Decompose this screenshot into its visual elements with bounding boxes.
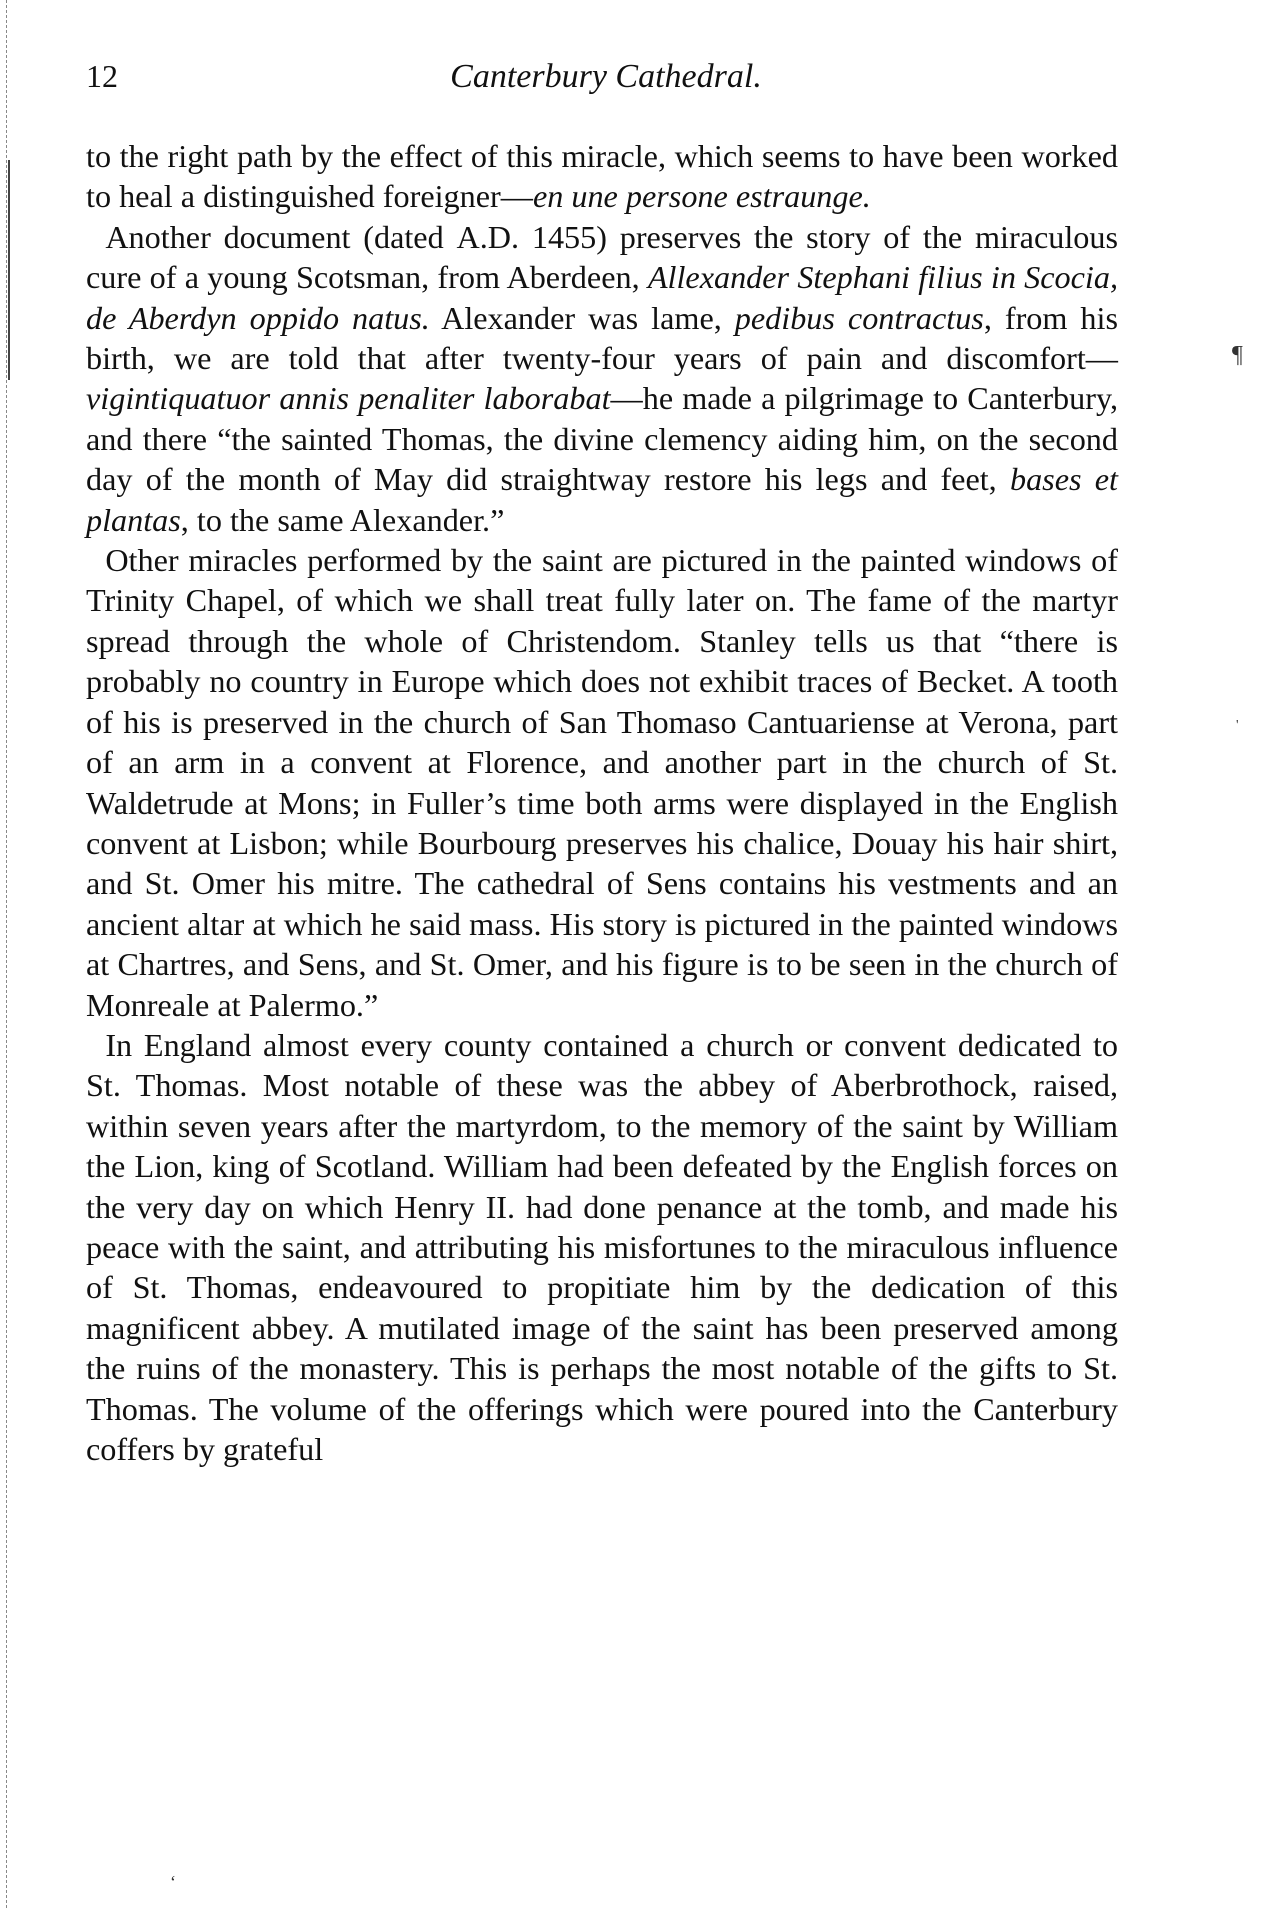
page-edge-scan-line [6,0,7,1908]
italic-text-run: Allexander Stephani filius in Scocia, de Aberdyn oppido natus. [86,259,1119,336]
text-run: Another document (dated [105,218,457,255]
text-run: In England almost every county contained a church or convent dedicated to St. Thomas. Most notable of these was the abbey of Aberbrothock, raised, within seven years after the martyrdom, to the memory of the saint by William the Lion, king of Scotland. William had been defeated by the English forces on the very day on which Henry II. had done penance at the tomb, and made his peace with the saint, and attributing his misfortunes to the miraculous influence of St. Thomas, endeavoured to propitiate him by the dedication of this magnificent abbey. A mutilated image of the saint has been preserved among the ruins of the monastery. This is perhaps the most notable of the gifts to St. Thomas. The volume of the offerings which were poured into the Canterbury coffers by grateful [86,1026,1118,1467]
paragraph-3 [86,540,1118,1025]
small-caps-text-run: A.D. [456,218,520,255]
italic-text-run: pedibus contractus [734,299,984,336]
text-run: , to the same Alexander.” [180,501,505,538]
margin-mark: ' [1236,718,1239,733]
page-edge-shadow [8,160,10,380]
text-run: —he made a pilgrimage to Canterbury, and there “the sainted Thomas, the divine clemency aiding him, on the second day of the month of May did straightway restore his legs and feet, [86,380,1118,498]
page-body [86,136,1118,1469]
italic-text-run: bases et plantas [86,461,1118,538]
margin-mark: ‘ [170,1872,176,1892]
text-run: Other miracles performed by the saint are pictured in the painted windows of Trinity Chapel, of which we shall treat fully later on. The fame of the martyr spread through the whole of Christendom. Stanley tells us that “there is probably no country in Europe which does not exhibit traces of Becket. A tooth of his is preserved in the church of San Thomaso Cantuariense at Verona, part of an arm in a convent at Florence, and another part in the church of St. Waldetrude at Mons; in Fuller’s time both arms were displayed in the English convent at Lisbon; while Bourbourg preserves his chalice, Douay his hair shirt, and St. Omer his mitre. The cathedral of Sens contains his vestments and an ancient altar at which he said mass. His story is pictured in the painted windows at Chartres, and Sens, and St. Omer, and his figure is to be seen in the church of Monreale at Palermo.” [86,542,1118,1023]
text-run: to the right path by the effect of this miracle, which seems to have been worked to heal a distinguished foreigner— [86,138,1118,215]
text-run: Alexander was lame, [429,299,735,336]
text-run: 1455) preserves the story of the miraculous cure of a young Scotsman, from Aberdeen, [86,218,1119,296]
paragraph-1 [86,136,1118,217]
italic-text-run: vigintiquatuor annis penaliter laborabat [86,380,611,417]
paragraph-4 [86,1025,1118,1469]
page-header [86,58,1126,108]
italic-text-run: en une persone estraunge. [532,178,871,215]
text-run: , from his birth, we are told that after twenty-four years of pain and discomfort— [86,299,1118,377]
paragraph-2 [86,217,1118,540]
margin-mark: ¶ [1232,342,1243,368]
page-number: 12 [86,58,118,94]
running-title: Canterbury Cathedral. [450,58,762,95]
